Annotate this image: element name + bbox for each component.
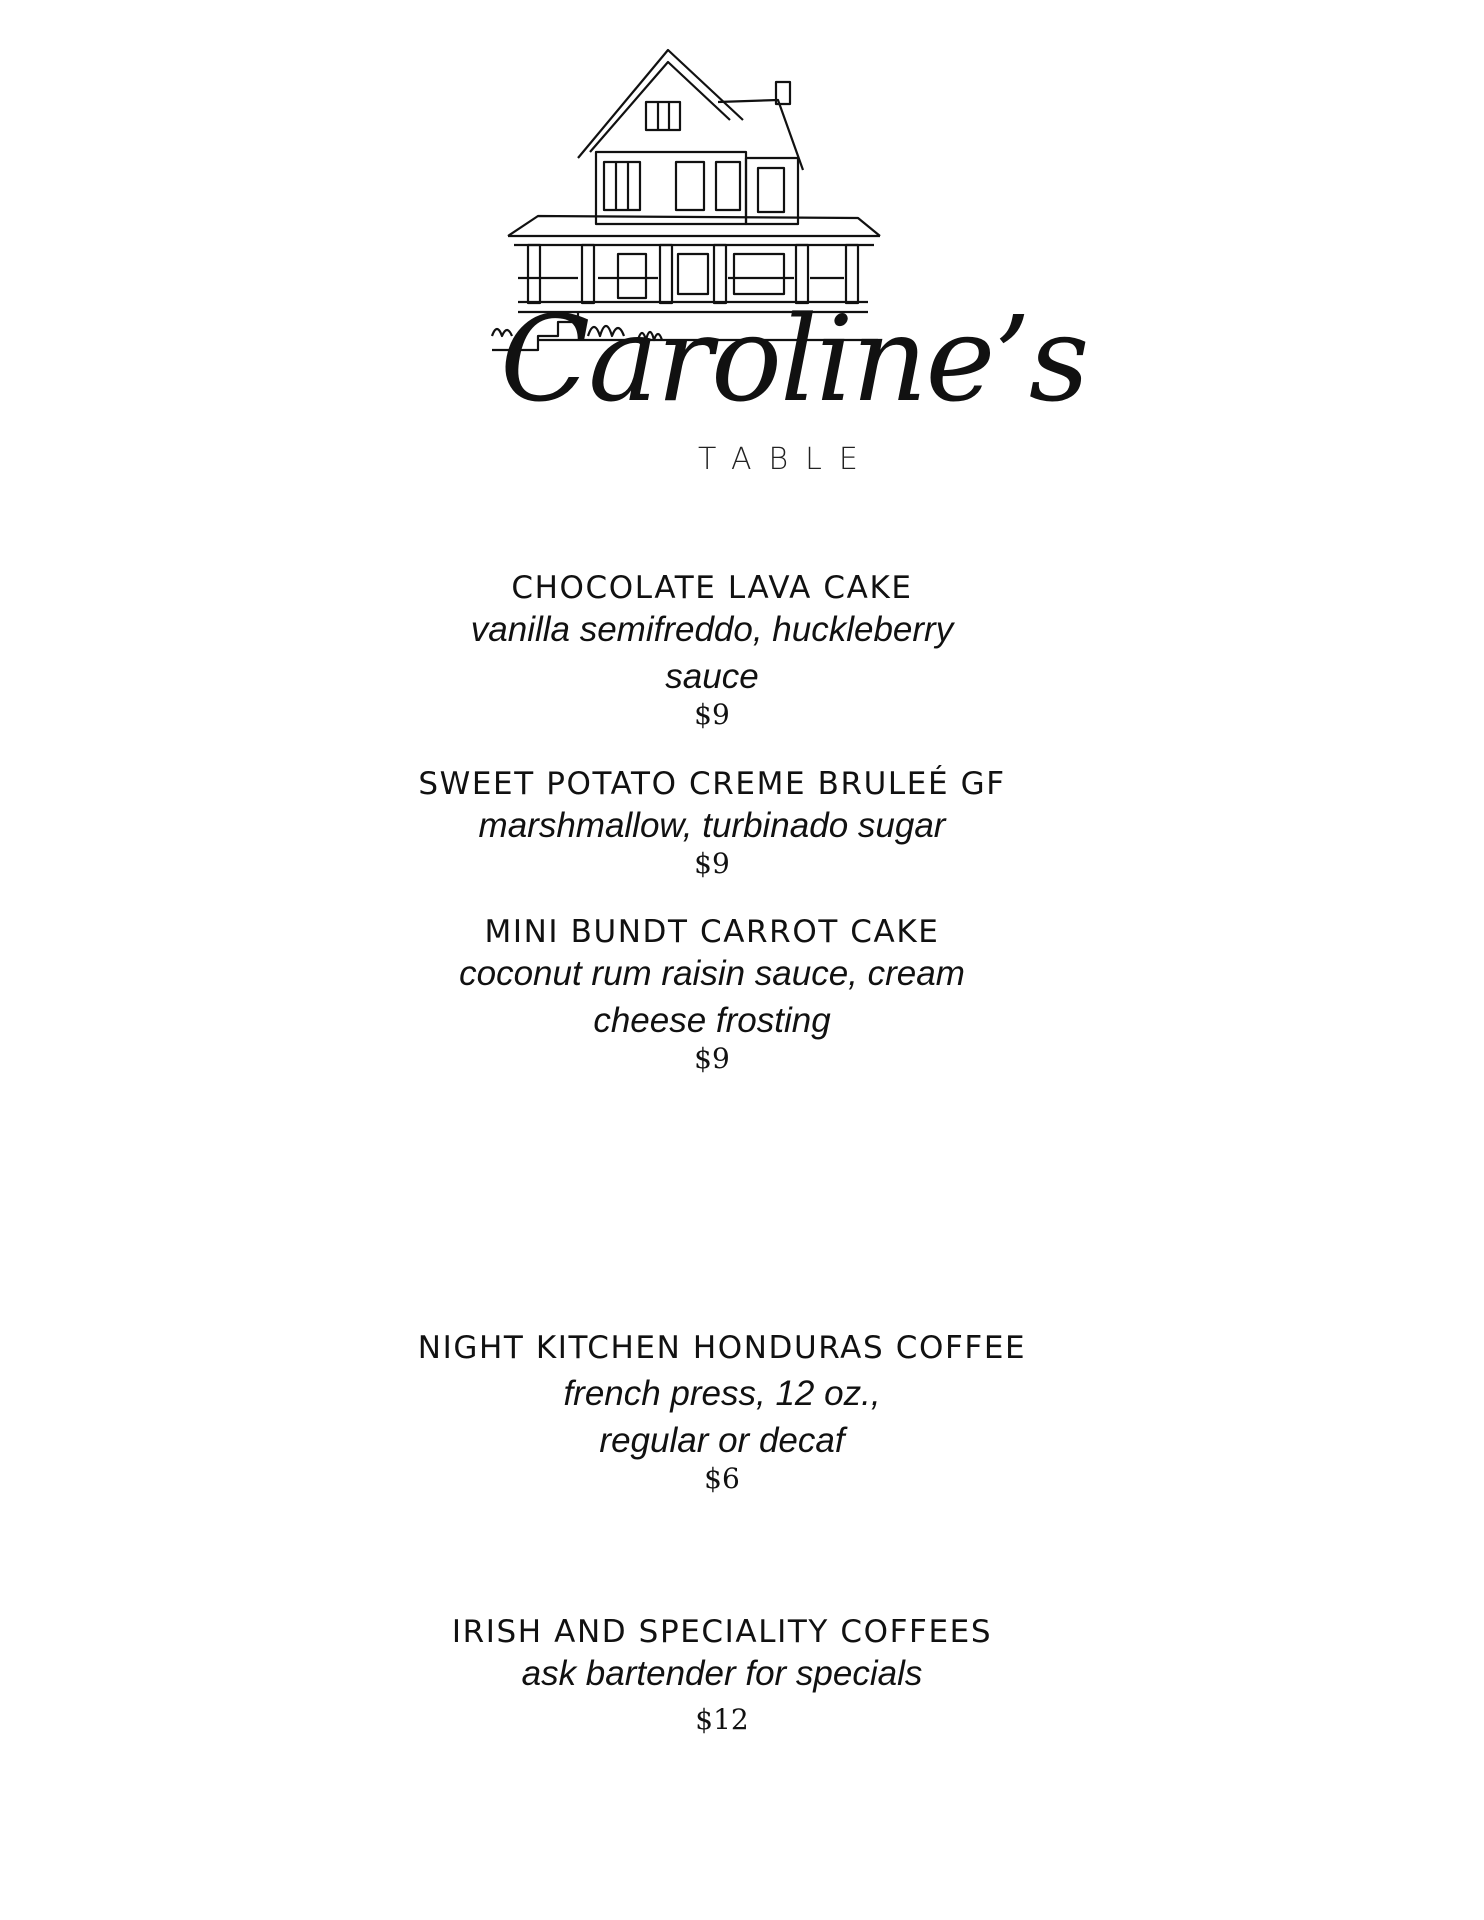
menu-item-price: $6 [704,1462,740,1495]
menu-item [392,914,1032,1074]
brand-script-name: Caroline’s [500,290,1088,428]
menu-item-desc-line: marshmallow, turbinado sugar [478,806,946,845]
menu-item-price: $12 [695,1703,749,1736]
menu-item-desc-line: regular or decaf [599,1421,845,1460]
menu-item-name: CHOCOLATE LAVA CAKE [511,570,913,606]
menu-item-price: $9 [694,1042,730,1075]
menu-item-desc-line: sauce [665,657,759,696]
menu-item-desc-line: french press, 12 oz., [563,1374,881,1413]
menu-item-name: MINI BUNDT CARROT CAKE [484,914,940,950]
menu-item [392,1614,1052,1735]
menu-item [392,1330,1052,1494]
menu-item [392,570,1032,730]
menu-item [392,766,1032,879]
brand-sub-name: TABLE [698,442,875,477]
menu-item-desc-line: cheese frosting [593,1001,831,1040]
menu-item-desc-line: ask bartender for specials [521,1654,923,1693]
menu-item-desc-line: vanilla semifreddo, huckleberry [470,610,954,649]
menu-item-price: $9 [694,698,730,731]
menu-item-name: NIGHT KITCHEN HONDURAS COFFEE [417,1330,1027,1366]
menu-item-name: SWEET POTATO CREME BRULEÉ GF [418,766,1006,802]
menu-item-desc-line: coconut rum raisin sauce, cream [459,954,965,993]
menu-item-name: IRISH AND SPECIALITY COFFEES [451,1614,993,1650]
menu-item-price: $9 [694,847,730,880]
